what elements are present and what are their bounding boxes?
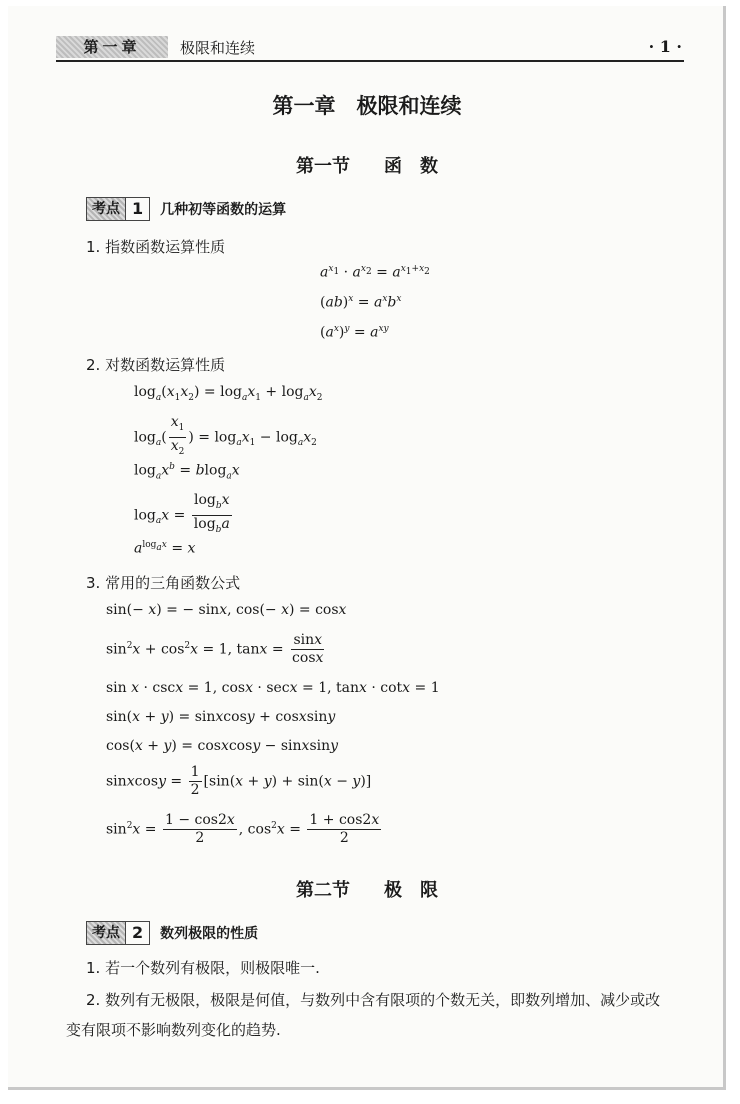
formula-trig-1: sin(− x) = − sinx, cos(− x) = cosx xyxy=(106,602,347,618)
formula-exp-3: $(a^x)^y = a^{xy}$ xyxy=(320,324,389,341)
formula-trig-3: sin x · cscx = 1, cosx · secx = 1, tanx · cotx = 1 xyxy=(106,680,440,696)
chapter-tab: 第一章 xyxy=(56,36,168,58)
kaodian-badge-text: 考点 xyxy=(87,922,125,944)
section-title-functions xyxy=(8,152,726,178)
section-name: 极 限 xyxy=(384,880,438,901)
section-number: 第二节 xyxy=(296,880,350,901)
chapter-title: 第一章 极限和连续 xyxy=(272,94,462,118)
kaodian-badge-number: 2 xyxy=(125,922,149,944)
section-name: 函 数 xyxy=(384,156,438,177)
formula-exp-1: $a^{x_1} \cdot a^{x_2} = a^{x_1+x_2}$ xyxy=(320,264,430,281)
formula-exp-2: $(ab)^x = a^xb^x$ xyxy=(320,294,402,311)
formula-log-3: $\log_ax^b = blog_ax$ xyxy=(134,462,240,482)
kaodian-1 xyxy=(86,198,286,220)
kaodian-badge-text: 考点 xyxy=(87,198,125,220)
kaodian-badge xyxy=(86,921,150,945)
kaodian-title: 几种初等函数的运算 xyxy=(160,202,287,218)
formula-log-5: $a^{log_ax} = x$ xyxy=(134,540,196,557)
running-header xyxy=(56,34,684,62)
property-2-line-1: 2. 数列有无极限，极限是何值，与数列中含有限项的个数无关，即数列增加、减少或改 xyxy=(86,991,661,1009)
heading-trig: 3. 常用的三角函数公式 xyxy=(86,574,241,592)
kaodian-title: 数列极限的性质 xyxy=(160,926,259,942)
heading-logarithm: 2. 对数函数运算性质 xyxy=(86,356,226,374)
formula-log-2: $\log_a$( $\frac{x_1}{x_2}$ ) = $\log_ax_1 - \log_ax_2$ xyxy=(134,414,317,457)
formula-trig-2: $\sin^2x + \cos^2x = 1$, tanx = $\frac{\sin x}{\cos x}$ xyxy=(106,632,324,666)
property-2-line-2: 变有限项不影响数列变化的趋势. xyxy=(66,1021,281,1039)
section-title-limits xyxy=(8,876,726,902)
kaodian-2 xyxy=(86,922,258,944)
kaodian-badge xyxy=(86,197,150,221)
heading-exponent: 1. 指数函数运算性质 xyxy=(86,238,226,256)
property-1: 1. 若一个数列有极限，则极限唯一. xyxy=(86,959,320,977)
formula-log-4: $\log_ax$ = $\frac{\log_bx}{\log_ba}$ xyxy=(134,492,230,535)
chapter-name: 极限和连续 xyxy=(180,39,256,57)
formula-log-1: $\log_a(x_1x_2) = \log_ax_1 + \log_ax_2$ xyxy=(134,384,323,403)
formula-trig-6: sinxcosy = $\frac{1}{2}$ [sin(x + y) + sin(x − y)] xyxy=(106,764,372,798)
formula-trig-4: sin(x + y) = sinxcosy + cosxsiny xyxy=(106,709,336,725)
formula-trig-5: cos(x + y) = cosxcosy − sinxsiny xyxy=(106,738,339,754)
page-number: · 1 · xyxy=(648,37,682,56)
section-number: 第一节 xyxy=(296,156,350,177)
book-page xyxy=(8,6,726,1090)
formula-trig-7: $\sin^2x$ = $\frac{1 - \cos 2x}{2}$ , $\cos^2x$ = $\frac{1 + \cos 2x}{2}$ xyxy=(106,812,380,846)
kaodian-badge-number: 1 xyxy=(125,198,149,220)
